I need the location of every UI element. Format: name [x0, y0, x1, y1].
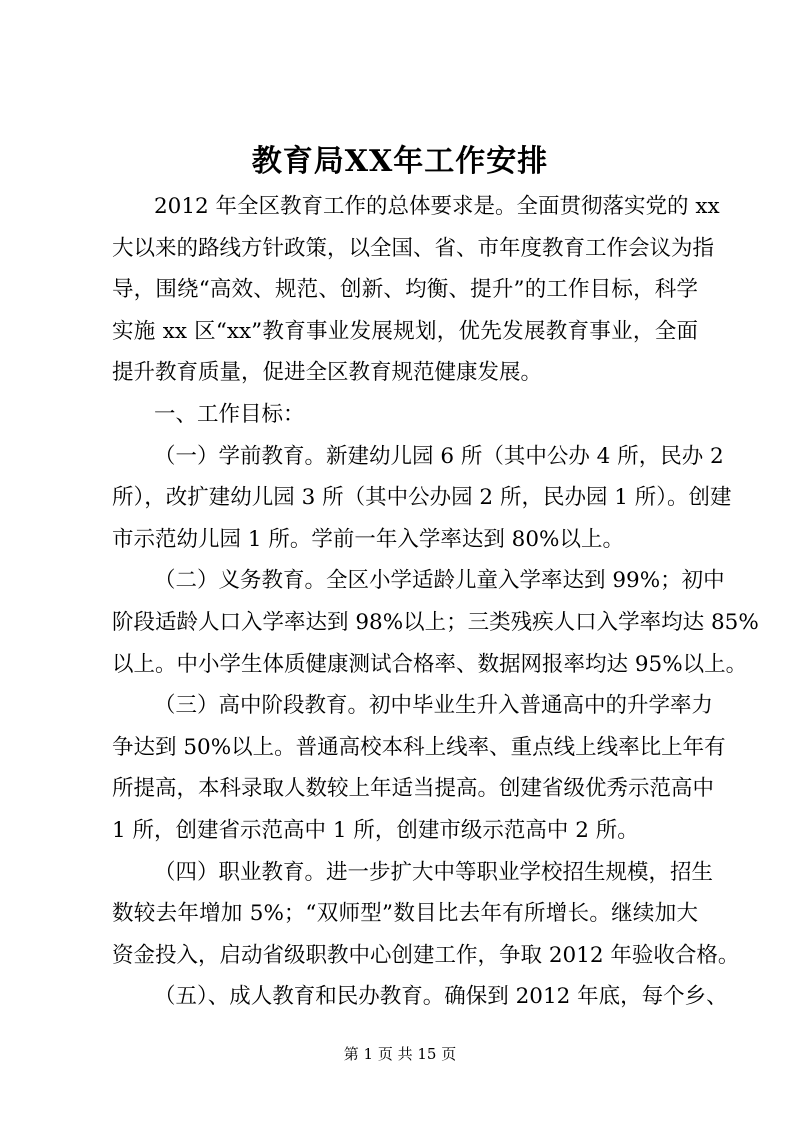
text-line: 以上。中小学生体质健康测试合格率、数据网报率均达 95%以上。: [112, 651, 748, 677]
text-line: 导，围绕“高效、规范、创新、均衡、提升”的工作目标，科学: [112, 277, 698, 303]
text-line: 2012 年全区教育工作的总体要求是。全面贯彻落实党的 xx: [154, 194, 720, 219]
text-line: 争达到 50%以上。普通高校本科上线率、重点线上线率比上年有: [112, 734, 726, 760]
text-line: 提升教育质量，促进全区教育规范健康发展。: [112, 360, 543, 386]
text-line: （二）义务教育。全区小学适龄儿童入学率达到 99%；初中: [154, 568, 725, 594]
text-line: 1 所，创建省示范高中 1 所，创建市级示范高中 2 所。: [112, 818, 639, 843]
text-line: （一）学前教育。新建幼儿园 6 所（其中公办 4 所，民办 2: [154, 443, 724, 469]
text-line: 资金投入，启动省级职教中心创建工作，争取 2012 年验收合格。: [112, 942, 740, 968]
document-title: 教育局XX年工作安排: [251, 144, 549, 179]
text-line: 市示范幼儿园 1 所。学前一年入学率达到 80%以上。: [112, 526, 624, 552]
text-line: （三）高中阶段教育。初中毕业生升入普通高中的升学率力: [154, 693, 714, 719]
section-heading: 一、工作目标：: [154, 402, 305, 427]
text-line: 阶段适龄人口入学率达到 98%以上；三类残疾人口入学率均达 85%: [112, 610, 759, 635]
text-line: 所提高，本科录取人数较上年适当提高。创建省级优秀示范高中: [112, 776, 715, 802]
text-line: 数较去年增加 5%；“双师型”数目比去年有所增长。继续加大: [112, 901, 698, 927]
page-footer: 第 1 页 共 15 页: [343, 1045, 457, 1063]
text-line: （五）、成人教育和民办教育。确保到 2012 年底，每个乡、: [154, 984, 728, 1010]
text-line: （四）职业教育。进一步扩大中等职业学校招生规模，招生: [154, 859, 714, 885]
text-line: 大以来的路线方针政策，以全国、省、市年度教育工作会议为指: [112, 235, 715, 261]
text-line: 所），改扩建幼儿园 3 所（其中公办园 2 所，民办园 1 所）。创建: [112, 485, 732, 511]
text-line: 实施 xx 区“xx”教育事业发展规划，优先发展教育事业，全面: [112, 318, 698, 344]
